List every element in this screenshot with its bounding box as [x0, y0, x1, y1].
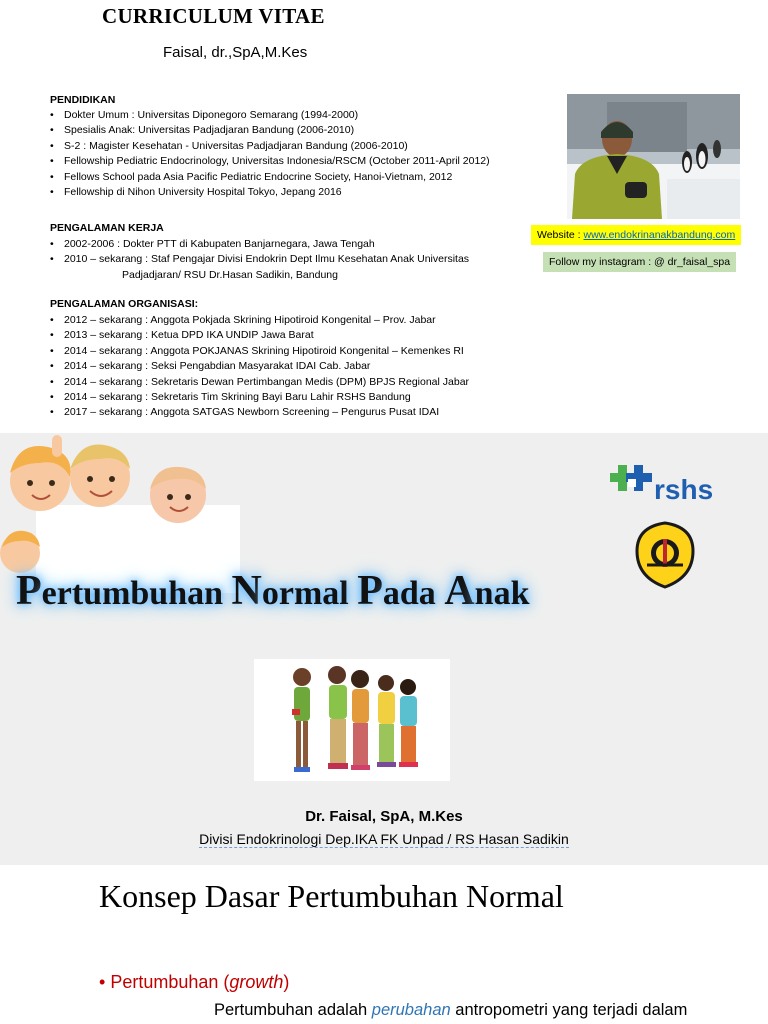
list-item: • 2014 – sekarang : Sekretaris Dewan Pertimbangan Medis (DPM) BPJS Regional Jabar	[50, 375, 469, 390]
list-item-continuation: Padjadjaran/ RSU Dr.Hasan Sadikin, Bandung	[122, 268, 338, 281]
bullet-text-after: )	[283, 972, 290, 992]
website-label: Website :	[537, 229, 584, 241]
profile-photo	[567, 94, 740, 219]
list-item: • 2014 – sekarang : Anggota POKJANAS Skrining Hipotiroid Kongenital – Kemenkes RI	[50, 344, 469, 359]
title-cap: P	[16, 568, 42, 614]
title-rest: ormal	[261, 575, 358, 612]
list-item: • 2002-2006 : Dokter PTT di Kabupaten Banjarnegara, Jawa Tengah	[50, 237, 469, 252]
children-photo	[254, 659, 450, 781]
list-item: • 2014 – sekarang : Seksi Pengabdian Masyarakat IDAI Cab. Jabar	[50, 359, 469, 374]
definition-highlight: perubahan	[371, 1001, 451, 1019]
title-cap: P	[357, 568, 383, 614]
presenter-name: Dr. Faisal, SpA, M.Kes	[305, 808, 463, 825]
website-link[interactable]: www.endokrinanakbandung.com	[583, 229, 736, 241]
rshs-logo	[610, 459, 730, 509]
cv-name: Faisal, dr.,SpA,M.Kes	[163, 44, 308, 61]
organisasi-list	[50, 313, 469, 421]
bullet-pertumbuhan: • Pertumbuhan (growth)	[99, 972, 290, 992]
konsep-title: Konsep Dasar Pertumbuhan Normal	[99, 878, 564, 914]
title-cap: N	[231, 568, 262, 614]
cv-title: CURRICULUM VITAE	[102, 4, 325, 28]
kerja-heading: PENGALAMAN KERJA	[50, 222, 164, 234]
title-rest: nak	[474, 575, 530, 612]
affiliation-text: Divisi Endokrinologi Dep.IKA FK Unpad / RS Hasan Sadikin	[199, 831, 569, 847]
bullet-text-italic: growth	[229, 972, 284, 992]
definition-text	[214, 1001, 687, 1020]
definition-after: antropometri yang terjadi dalam	[450, 1001, 688, 1019]
list-item: • Fellows School pada Asia Pacific Pediatric Endocrine Society, Hanoi-Vietnam, 2012	[50, 170, 490, 185]
pendidikan-heading: PENDIDIKAN	[50, 94, 116, 106]
list-item: • 2017 – sekarang : Anggota SATGAS Newborn Screening – Pengurus Pusat IDAI	[50, 405, 469, 420]
unpad-emblem	[633, 521, 697, 589]
title-slide	[0, 433, 768, 865]
pendidikan-list	[50, 108, 490, 200]
organisasi-heading: PENGALAMAN ORGANISASI:	[50, 298, 199, 310]
title-cap: A	[444, 568, 475, 614]
list-item: • Fellowship di Nihon University Hospital Tokyo, Jepang 2016	[50, 185, 490, 200]
list-item-text: 2010 – sekarang : Staf Pengajar Divisi Endokrin Dept Ilmu Kesehatan Anak Universitas	[64, 253, 470, 266]
kerja-list	[50, 237, 469, 283]
title-rest: ada	[382, 575, 445, 612]
list-item	[50, 252, 469, 283]
list-item: • 2014 – sekarang : Sekretaris Tim Skrining Bayi Baru Lahir RSHS Bandung	[50, 390, 469, 405]
rshs-logo-text: rshs	[654, 474, 714, 505]
affiliation	[0, 831, 768, 847]
instagram-box: Follow my instagram : @ dr_faisal_spa	[543, 252, 736, 272]
list-item: • 2013 – sekarang : Ketua DPD IKA UNDIP Jawa Barat	[50, 328, 469, 343]
list-item: • Fellowship Pediatric Endocrinology, Universitas Indonesia/RSCM (October 2011-April 2012)	[50, 154, 490, 169]
website-box	[531, 225, 741, 245]
title-rest: ertumbuhan	[41, 575, 232, 612]
list-item: • 2012 – sekarang : Anggota Pokjada Skrining Hipotiroid Kongenital – Prov. Jabar	[50, 313, 469, 328]
list-item: • S-2 : Magister Kesehatan - Universitas Padjadjaran Bandung (2006-2010)	[50, 139, 490, 154]
list-item: • Dokter Umum : Universitas Diponegoro Semarang (1994-2000)	[50, 108, 490, 123]
list-item: • Spesialis Anak: Universitas Padjadjaran Bandung (2006-2010)	[50, 123, 490, 138]
definition-before: Pertumbuhan adalah	[214, 1001, 372, 1019]
konsep-slide	[0, 868, 768, 1024]
presentation-title	[16, 567, 529, 615]
bullet-text-before: Pertumbuhan (	[110, 972, 230, 992]
cv-slide	[0, 0, 768, 430]
